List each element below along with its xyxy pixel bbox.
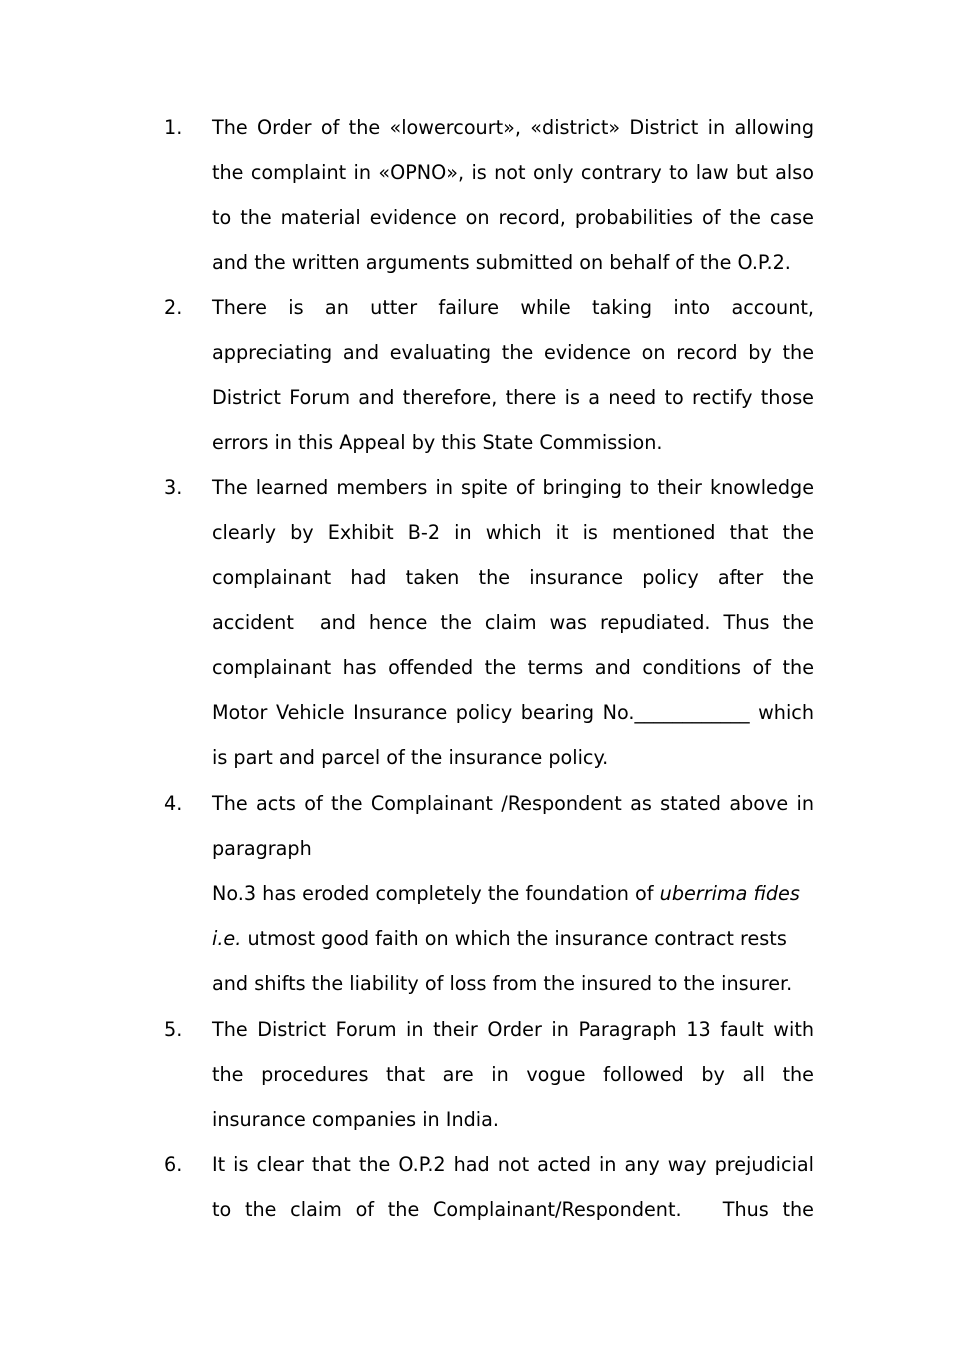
paragraph-line: District Forum and therefore, there is a need to rectify those: [212, 386, 814, 409]
paragraph-line: accident and hence the claim was repudiated. Thus the: [212, 611, 814, 634]
paragraph-line: and shifts the liability of loss from the insured to the insurer.: [212, 972, 793, 995]
list-item-body: [212, 105, 814, 285]
list-item-number: 2.: [164, 296, 183, 319]
paragraph-line: [212, 916, 814, 961]
paragraph-line: The District Forum in their Order in Paragraph 13 fault with: [212, 1018, 814, 1041]
list-item-body: [212, 1007, 814, 1142]
list-item-number: 5.: [164, 1018, 183, 1041]
latin-abbreviation: i.e.: [212, 927, 242, 950]
paragraph-line: Motor Vehicle Insurance policy bearing No.____________ which: [212, 701, 814, 724]
paragraph-line: and the written arguments submitted on behalf of the O.P.2.: [212, 251, 791, 274]
paragraph-line: appreciating and evaluating the evidence on record by the: [212, 341, 814, 364]
paragraph-line: There is an utter failure while taking into account,: [212, 296, 814, 319]
paragraph-text: No.3 has eroded completely the foundation of: [212, 882, 660, 905]
paragraph-line: insurance companies in India.: [212, 1108, 499, 1131]
list-item-body: [212, 781, 814, 1006]
list-item-body: [212, 1142, 814, 1232]
paragraph-line: The learned members in spite of bringing to their knowledge: [212, 476, 814, 499]
paragraph-line: the procedures that are in vogue followed by all the: [212, 1063, 814, 1086]
paragraph-line: to the claim of the Complainant/Respondent. Thus the: [212, 1198, 814, 1221]
paragraph-line: is part and parcel of the insurance policy.: [212, 746, 609, 769]
paragraph-line: The acts of the Complainant /Respondent as stated above in: [212, 792, 814, 815]
list-item-body: [212, 465, 814, 780]
paragraph-line: It is clear that the O.P.2 had not acted in any way prejudicial: [212, 1153, 814, 1176]
list-item-body: [212, 285, 814, 465]
list-item-number: 1.: [164, 116, 183, 139]
paragraph-line: paragraph: [212, 837, 312, 860]
paragraph-line: [212, 871, 814, 916]
paragraph-line: complainant has offended the terms and conditions of the: [212, 656, 814, 679]
paragraph-line: complainant had taken the insurance policy after the: [212, 566, 814, 589]
paragraph-text: utmost good faith on which the insurance contract rests: [241, 927, 787, 950]
list-item-number: 4.: [164, 792, 183, 815]
list-item-number: 6.: [164, 1153, 183, 1176]
paragraph-line: clearly by Exhibit B-2 in which it is mentioned that the: [212, 521, 814, 544]
latin-phrase: uberrima fides: [659, 882, 800, 905]
paragraph-line: to the material evidence on record, probabilities of the case: [212, 206, 814, 229]
list-item-number: 3.: [164, 476, 183, 499]
paragraph-line: The Order of the «lowercourt», «district» District in allowing: [212, 116, 814, 139]
paragraph-line: errors in this Appeal by this State Commission.: [212, 431, 663, 454]
paragraph-line: the complaint in «OPNO», is not only contrary to law but also: [212, 161, 814, 184]
